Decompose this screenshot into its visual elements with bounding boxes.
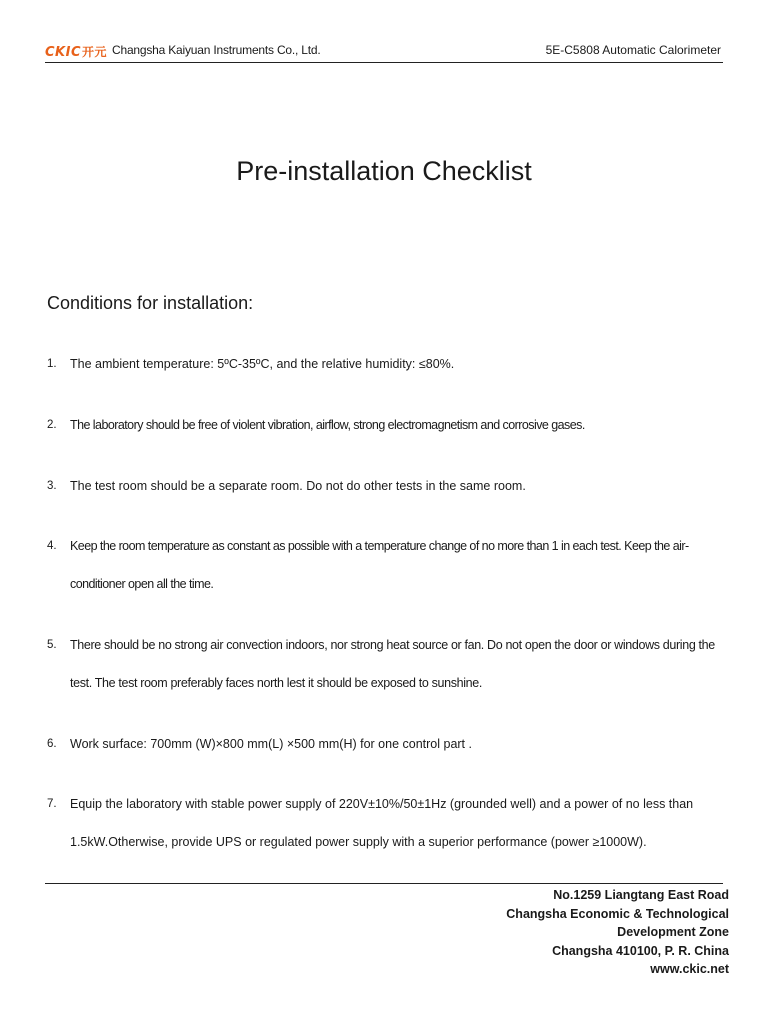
checklist-item-5 <box>47 626 737 702</box>
address-zone-cont: Development Zone <box>617 925 729 939</box>
website-link[interactable]: www.ckic.net <box>650 962 729 976</box>
item-text: There should be no strong air convection indoors, nor strong heat source or fan. Do not open the door or windows during the test. The test room preferably faces north lest it should be exposed to sunshine. <box>70 638 715 690</box>
item-text: Keep the room temperature as constant as possible with a temperature change of no more than 1 in each test. Keep the air-conditioner open all the time. <box>70 539 689 591</box>
item-text: The test room should be a separate room. Do not do other tests in the same room. <box>70 479 526 493</box>
item-number: 4. <box>47 540 57 552</box>
item-number: 2. <box>47 419 57 431</box>
address-street: No.1259 Liangtang East Road <box>553 888 729 902</box>
logo-latin: CKIC <box>45 45 81 60</box>
footer-address <box>506 886 729 979</box>
item-number: 5. <box>47 639 57 651</box>
page-header <box>45 40 723 63</box>
logo-chinese: 开元 <box>82 45 108 59</box>
product-name: 5E-C5808 Automatic Calorimeter <box>545 43 721 57</box>
address-zone: Changsha Economic & Technological <box>506 906 729 921</box>
item-number: 1. <box>47 358 57 370</box>
company-name: Changsha Kaiyuan Instruments Co., Ltd. <box>112 43 321 57</box>
item-text: Work surface: 700mm (W)×800 mm(L) ×500 mm(H) for one control part . <box>70 737 472 751</box>
checklist-item-6 <box>47 725 737 763</box>
checklist-item-1 <box>47 345 737 383</box>
item-text: The laboratory should be free of violent vibration, airflow, strong electromagnetism and corrosive gases. <box>70 418 585 432</box>
checklist-item-4 <box>47 527 737 603</box>
item-text: The ambient temperature: 5ºC-35ºC, and the relative humidity: ≤80%. <box>70 357 455 371</box>
page-title: Pre-installation Checklist <box>236 156 532 186</box>
section-heading: Conditions for installation: <box>47 293 254 313</box>
checklist-item-3 <box>47 467 737 505</box>
item-number: 3. <box>47 480 57 492</box>
item-text: Equip the laboratory with stable power supply of 220V±10%/50±1Hz (grounded well) and a power of no less than 1.5kW.Otherwise, provide UPS or regulated power supply with a superior performance (power ≥1000W). <box>70 797 694 849</box>
address-city: Changsha 410100, P. R. China <box>552 943 729 958</box>
item-number: 7. <box>47 798 57 810</box>
item-number: 6. <box>47 738 57 750</box>
checklist-item-2 <box>47 406 737 444</box>
footer-divider <box>45 883 723 884</box>
company-logo <box>45 43 107 60</box>
checklist-item-7 <box>47 785 737 861</box>
